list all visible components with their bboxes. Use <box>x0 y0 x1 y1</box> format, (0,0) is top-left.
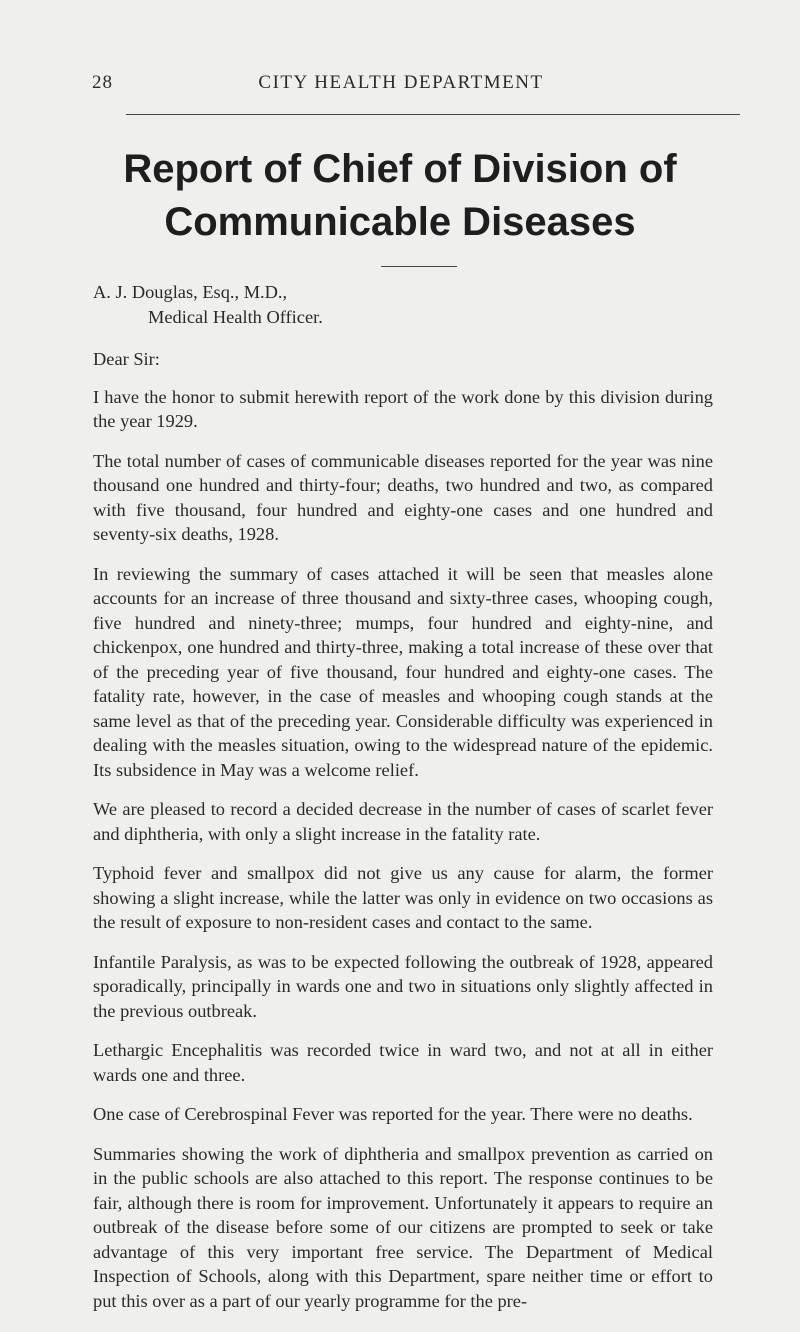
running-title: CITY HEALTH DEPARTMENT <box>258 72 544 93</box>
paragraph-prevention: Summaries showing the work of diphtheria and smallpox prevention as carried on in the public schools are also attached to this report. The response continues to be fair, although there is room for improvement. Unfortunately it appears to require an outbreak of the disease before some of our citizens are prompted to seek or take advantage of this very important free service. The Department of Medical Inspection of Schools, along with this Department, spare neither time or effort to put this over as a part of our yearly programme for the pre- <box>93 1143 713 1311</box>
report-title <box>80 143 720 249</box>
report-title-line-1: Report of Chief of Division of <box>123 147 677 191</box>
paragraph-infantile-paralysis: Infantile Paralysis, as was to be expected following the outbreak of 1928, appeared sporadically, principally in wards one and two in situations only slightly affected in the previous outbreak. <box>93 951 713 1021</box>
addressee-title: Medical Health Officer. <box>148 306 323 327</box>
letter-body <box>93 280 713 1313</box>
running-header <box>92 72 710 102</box>
header-rule <box>126 114 740 115</box>
paragraph-encephalitis: Lethargic Encephalitis was recorded twice in ward two, and not at all in either wards one and three. <box>93 1040 713 1085</box>
page-number: 28 <box>92 72 113 93</box>
paragraph-typhoid-smallpox: Typhoid fever and smallpox did not give us any cause for alarm, the former showing a slight increase, while the latter was only in evidence on two occasions as the result of exposure to non-resident cases and contact to the same. <box>93 863 713 932</box>
paragraph-cerebrospinal-fever: One case of Cerebrospinal Fever was reported for the year. There were no deaths. <box>93 1104 693 1124</box>
paragraph-scarlet-fever: We are pleased to record a decided decrease in the number of cases of scarlet fever and diphtheria, with only a slight increase in the fatality rate. <box>93 799 713 844</box>
salutation: Dear Sir: <box>93 349 160 369</box>
paragraph-measles: In reviewing the summary of cases attached it will be seen that measles alone accounts for an increase of three thousand and sixty-three cases, whooping cough, five hundred and ninety-three; mumps, four hundred and eighty-nine, and chickenpox, one hundred and thirty-three, making a total increase of these over that of the preceding year of five thousand, four hundred and eighty-one cases. The fatality rate, however, in the case of measles and whooping cough stands at the same level as that of the preceding year. Considerable difficulty was experienced in dealing with the measles situation, owing to the widespread nature of the epidemic. Its subsidence in May was a welcome relief. <box>93 563 713 780</box>
paragraph-intro: I have the honor to submit herewith report of the work done by this division during the year 1929. <box>93 386 713 431</box>
paragraph-totals: The total number of cases of communicable diseases reported for the year was nine thousand one hundred and thirty-four; deaths, two hundred and two, as compared with five thousand, four hundred and eighty-one cases and one hundred and seventy-six deaths, 1928. <box>93 450 713 544</box>
report-title-line-2: Communicable Diseases <box>164 200 636 244</box>
addressee-name: A. J. Douglas, Esq., M.D., <box>93 282 288 302</box>
title-rule <box>381 266 457 267</box>
